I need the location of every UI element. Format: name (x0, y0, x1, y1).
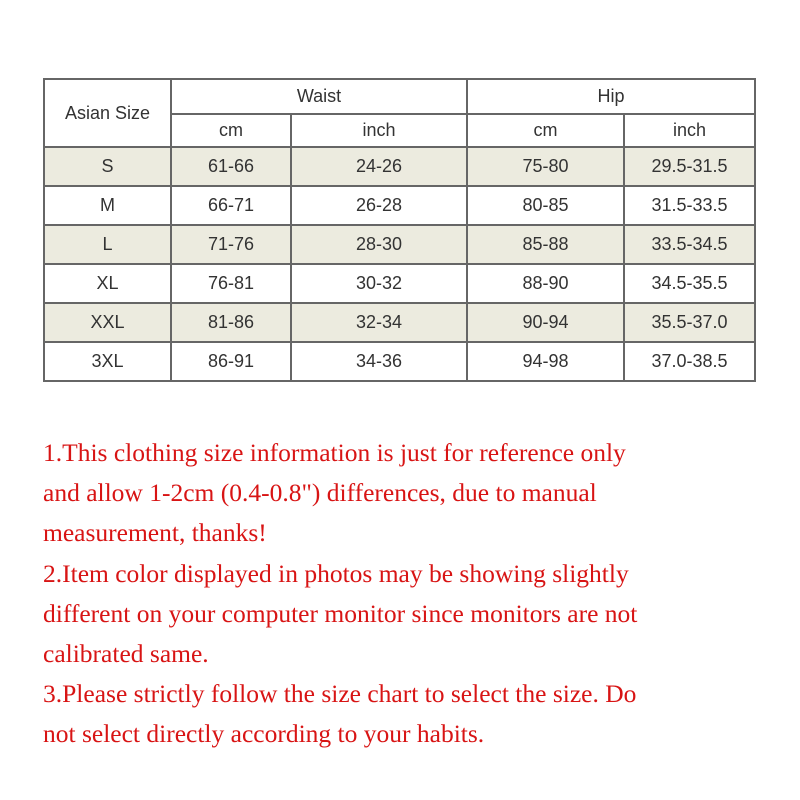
note-line: and allow 1-2cm (0.4-0.8") differences, due to manual (43, 478, 597, 508)
size-cell: M (44, 186, 171, 225)
hip-inch-cell: 29.5-31.5 (624, 147, 755, 186)
hip-inch-cell: 31.5-33.5 (624, 186, 755, 225)
table-row (44, 186, 755, 225)
table-row (44, 225, 755, 264)
waist-cm-cell: 71-76 (171, 225, 291, 264)
hip-cm-cell: 85-88 (467, 225, 624, 264)
table-row (44, 303, 755, 342)
note-line: measurement, thanks! (43, 518, 267, 548)
waist-inch-cell: 24-26 (291, 147, 467, 186)
waist-cm-cell: 86-91 (171, 342, 291, 381)
note-line: 2.Item color displayed in photos may be showing slightly (43, 558, 629, 588)
waist-header: Waist (171, 79, 467, 114)
waist-cm-cell: 81-86 (171, 303, 291, 342)
waist-cm-header: cm (171, 114, 291, 147)
table-row (44, 342, 755, 381)
hip-cm-cell: 94-98 (467, 342, 624, 381)
size-cell: 3XL (44, 342, 171, 381)
note-line: different on your computer monitor since monitors are not (43, 598, 638, 628)
waist-cm-cell: 76-81 (171, 264, 291, 303)
waist-inch-cell: 28-30 (291, 225, 467, 264)
hip-header: Hip (467, 79, 755, 114)
size-cell: L (44, 225, 171, 264)
waist-inch-cell: 32-34 (291, 303, 467, 342)
note-line: 3.Please strictly follow the size chart to select the size. Do (43, 679, 637, 709)
hip-cm-header: cm (467, 114, 624, 147)
hip-inch-cell: 35.5-37.0 (624, 303, 755, 342)
table-header-row (44, 79, 755, 114)
waist-cm-cell: 61-66 (171, 147, 291, 186)
hip-cm-cell: 90-94 (467, 303, 624, 342)
asian-size-header: Asian Size (44, 79, 171, 147)
table-row (44, 147, 755, 186)
hip-inch-cell: 34.5-35.5 (624, 264, 755, 303)
hip-inch-cell: 37.0-38.5 (624, 342, 755, 381)
waist-inch-cell: 30-32 (291, 264, 467, 303)
waist-inch-cell: 34-36 (291, 342, 467, 381)
hip-cm-cell: 88-90 (467, 264, 624, 303)
hip-cm-cell: 80-85 (467, 186, 624, 225)
waist-inch-cell: 26-28 (291, 186, 467, 225)
note-line: not select directly according to your habits. (43, 719, 485, 749)
waist-inch-header: inch (291, 114, 467, 147)
waist-cm-cell: 66-71 (171, 186, 291, 225)
hip-cm-cell: 75-80 (467, 147, 624, 186)
size-cell: XXL (44, 303, 171, 342)
size-chart-table (43, 78, 756, 382)
size-cell: S (44, 147, 171, 186)
size-notes (43, 433, 783, 755)
hip-inch-header: inch (624, 114, 755, 147)
note-line: calibrated same. (43, 639, 209, 669)
table-row (44, 264, 755, 303)
hip-inch-cell: 33.5-34.5 (624, 225, 755, 264)
size-cell: XL (44, 264, 171, 303)
note-line: 1.This clothing size information is just for reference only (43, 438, 626, 467)
